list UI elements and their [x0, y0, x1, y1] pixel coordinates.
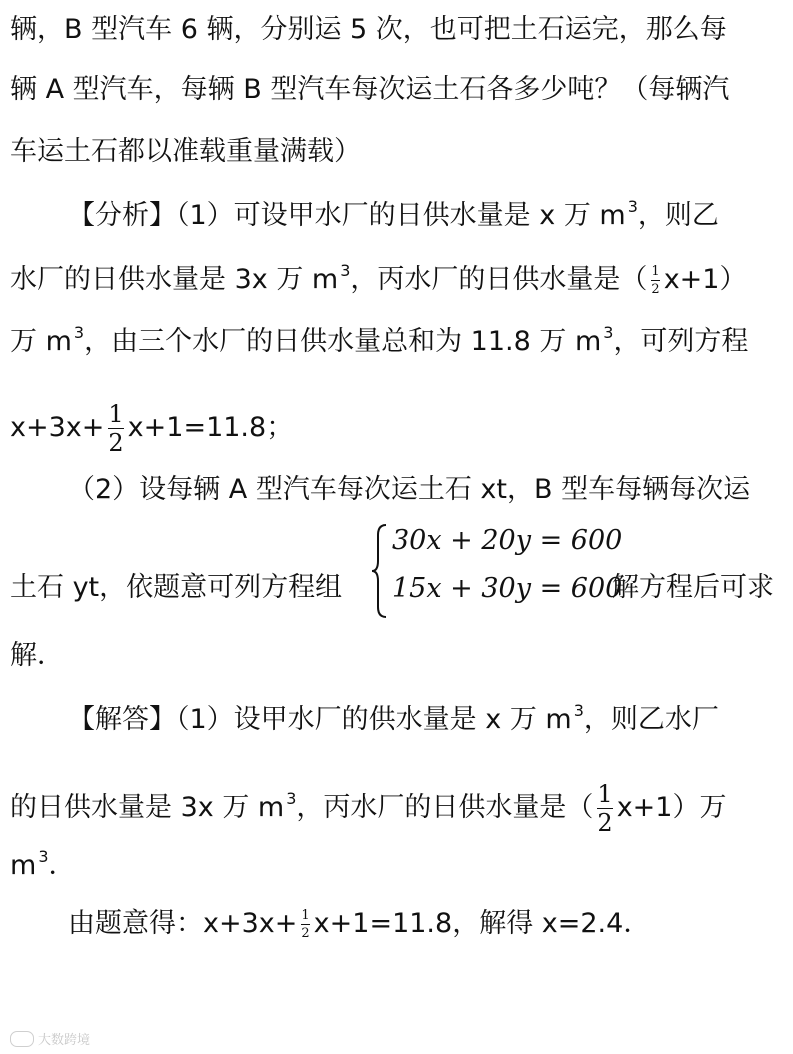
analysis-line-5: 土石 yt，依题意可列方程组 — [10, 572, 343, 603]
text-line-1: 辆，B 型汽车 6 辆，分别运 5 次，也可把土石运完，那么每 — [10, 14, 727, 45]
equation-line: x+3x+ $\frac{1}{2}$ x+1=11.8； — [10, 400, 294, 457]
fraction-half: $\frac{1}{2}$ — [301, 908, 310, 941]
analysis-line-4: （2）设每辆 A 型汽车每次运土石 xt，B 型车每辆每次运 — [68, 474, 751, 505]
analysis-line-1: 【分析】（1）可设甲水厂的日供水量是 x 万 m $^3$，则乙 — [68, 197, 719, 231]
answer-line-3: m $^3$． — [10, 847, 76, 881]
analysis-line-3: 万 m $^3$，由三个水厂的日供水量总和为 11.8 万 m $^3$，可列方程 — [10, 323, 749, 357]
fraction-half: $\frac{1}{2}$ — [108, 400, 124, 457]
answer-line-4: 由题意得：x+3x+ $\frac{1}{2}$ x+1=11.8，解得 x=2.4． — [68, 908, 651, 941]
equation-system — [370, 523, 630, 619]
fraction-half: $\frac{1}{2}$ — [651, 264, 660, 297]
analysis-line-5-end: 解方程后可求 — [612, 572, 774, 603]
analysis-line-6: 解． — [10, 640, 64, 671]
answer-line-1: 【解答】（1）设甲水厂的供水量是 x 万 m $^3$，则乙水厂 — [68, 701, 719, 735]
watermark-logo-icon — [10, 1031, 34, 1047]
text-line-2: 辆 A 型汽车，每辆 B 型汽车每次运土石各多少吨？（每辆汽 — [10, 74, 730, 105]
left-brace-icon — [370, 523, 390, 619]
text-line-3: 车运土石都以准载重量满载） — [10, 136, 361, 167]
analysis-line-2: 水厂的日供水量是 3x 万 m $^3$，丙水厂的日供水量是（ $\frac{1}{2}$ x+1） — [10, 261, 747, 297]
watermark: 大数跨境 — [10, 1029, 90, 1048]
equation-2: 15x + 30y = 600 — [392, 573, 623, 604]
answer-line-2: 的日供水量是 3x 万 m $^3$，丙水厂的日供水量是（ $\frac{1}{2}$ x+1）万 — [10, 780, 727, 837]
fraction-half: $\frac{1}{2}$ — [597, 780, 613, 837]
equation-1: 30x + 20y = 600 — [392, 525, 623, 556]
